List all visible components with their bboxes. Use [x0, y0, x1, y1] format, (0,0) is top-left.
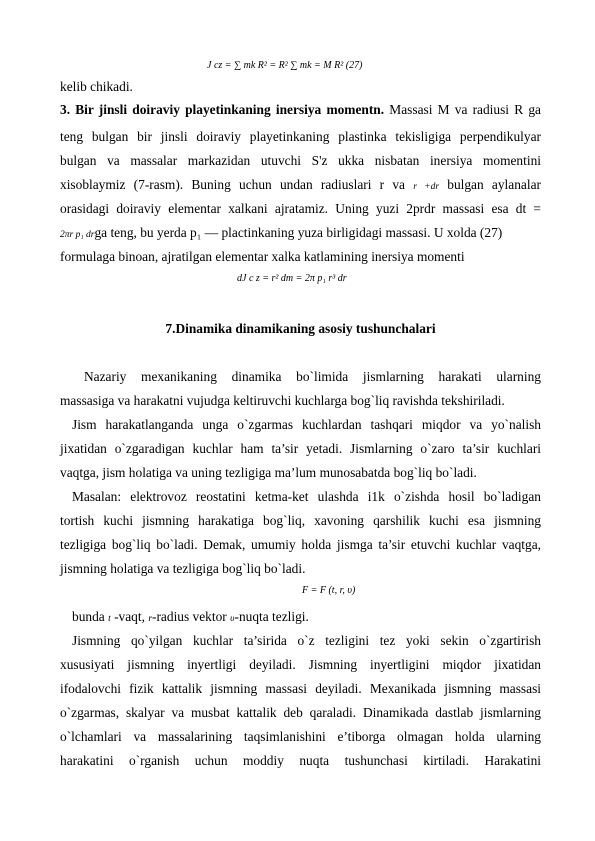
text-span: Massasi M va radiusi R ga [384, 102, 541, 117]
paragraph-line: ifodalovchi fizik kattalik jismning massasi deyiladi. Mexanikada jismning massasi [60, 681, 541, 696]
text-span: -nuqta tezligi. [234, 609, 309, 624]
inline-formula-r-dr: r +dr [413, 182, 440, 192]
symbol-time: t [108, 614, 111, 624]
paragraph-line: Masalan: elektrovoz reostatini ketma-ket ulashda i1k o`zishda hosil bo`ladigan [72, 489, 541, 504]
formula-ring-layer-inertia: dJ c z = r² dm = 2π p₁ r³ dr [237, 273, 347, 284]
paragraph-line: o`zgarmas, skalyar va musbat kattalik deb qaraladi. Dinamikada dastlab jismlarning [60, 705, 541, 720]
text-line: orasidagi doiraviy elementar xalkani ajratamiz. Uning yuzi 2prdr massasi esa dt = [60, 201, 541, 216]
paragraph-line: tortish kuchi jismning harakatiga bog`liq, xavoning qarshilik kuchi esa jismning [60, 513, 541, 528]
paragraph-line: jixatidan o`zgaradigan kuchlar ham ta’sir yetadi. Jismlarning o`zaro ta’sir kuchlari [60, 441, 541, 456]
text-line: kelib chikadi. [60, 79, 133, 94]
symbol-radius-vector: r [148, 614, 153, 624]
paragraph-line: vaqtga, jism holatiga va uning tezligiga ma’lum munosabatda bog`liq bo`ladi. [60, 465, 477, 480]
definition-line [72, 609, 541, 627]
text-span: ga teng, bu yerda p₁ — plactinkaning yuza birligidagi massasi. U xolda (27) [94, 225, 503, 240]
paragraph-line: harakatini o`rganish uchun moddiy nuqta tushunchasi kirtiladi. Harakatini [60, 753, 541, 768]
subheading-bold: 3. Bir jinsli doiraviy playetinkaning inersiya momentn. [60, 102, 385, 117]
paragraph-line: tezligiga bog`liq bo`ladi. Demak, umumiy holda jismga ta’sir etuvchi kuchlar vaqtga, [60, 537, 541, 552]
section-heading-line [60, 102, 541, 117]
text-line: bulgan va massalar markazidan utuvchi S'z ukka nisbatan inersiya momentini [60, 153, 541, 168]
formula-moment-of-inertia-ring: J cz = ∑ mk R² = R² ∑ mk = M R² (27) [207, 60, 363, 71]
text-span: bunda [72, 609, 105, 624]
text-span: -vaqt, [110, 609, 145, 624]
inline-formula-mass-element: 2πr p₁ dr [60, 230, 95, 240]
text-line [60, 177, 541, 195]
text-line [60, 225, 541, 243]
paragraph-line: xususiyati jismning inyertligi deyiladi. Jismning inyertligini miqdor jixatidan [60, 657, 541, 672]
text-line: teng bulgan bir jinsli doiraviy playetinkaning plastinka tekisligiga perpendikulyar [60, 129, 541, 144]
text-span: -radius vektor [152, 609, 227, 624]
section-title: 7.Dinamika dinamikaning asosiy tushunchalari [165, 321, 436, 336]
paragraph-line: Jismning qo`yilgan kuchlar ta’sirida o`z tezligini tez yoki sekin o`zgartirish [72, 633, 541, 648]
formula-force-function: F = F (t, r, υ) [302, 585, 356, 596]
paragraph-line: jismning holatiga va tezligiga bog`liq bo`ladi. [60, 561, 306, 576]
paragraph-line: massasiga va harakatni vujudga keltiruvchi kuchlarga bog`liq ravishda tekshiriladi. [60, 393, 505, 408]
paragraph-line: o`lchamlari va massalarining taqsimlanishini e’tiborga olmagan holda ularning [60, 729, 541, 744]
symbol-velocity: υ [230, 614, 235, 624]
paragraph-line: Nazariy mexanikaning dinamika bo`limida jismlarning harakati ularning [84, 369, 541, 384]
text-span: bulgan aylanalar [439, 177, 541, 192]
paragraph-line: Jism harakatlanganda unga o`zgarmas kuchlardan tashqari miqdor va yo`nalish [72, 417, 541, 432]
text-line: formulaga binoan, ajratilgan elementar xalka katlamining inersiya momenti [60, 249, 465, 264]
text-span: xisoblaymiz (7-rasm). Buning uchun undan radiuslari r va [60, 177, 414, 192]
